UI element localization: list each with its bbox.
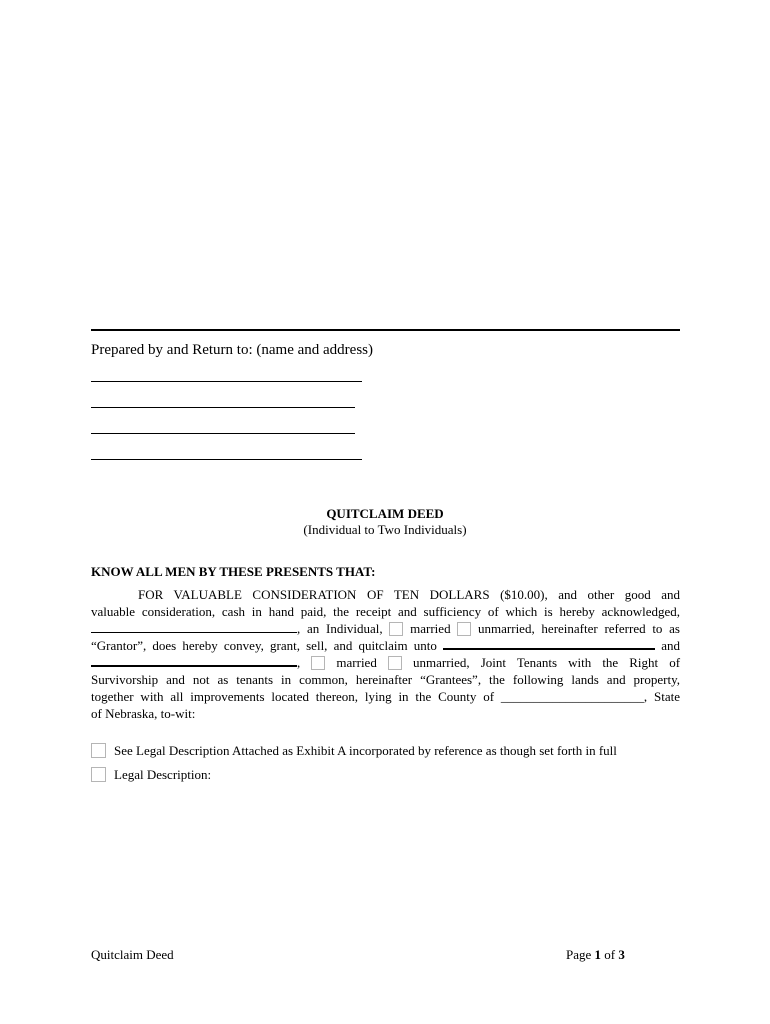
top-divider	[91, 329, 680, 331]
and-text: and	[661, 638, 681, 653]
grantor-convey-text: “Grantor”, does hereby convey, grant, sell, and quitclaim unto	[91, 638, 437, 653]
state-text: , State	[643, 689, 681, 704]
grantor-unmarried-checkbox[interactable]	[457, 622, 471, 636]
page-number	[566, 947, 625, 963]
legal-description-checkbox[interactable]	[91, 767, 106, 782]
an-individual-text: , an Individual,	[297, 621, 383, 636]
page-of: of	[604, 947, 616, 962]
page-total: 3	[618, 947, 625, 962]
county-field[interactable]: ______________________	[500, 689, 644, 704]
presents-heading: KNOW ALL MEN BY THESE PRESENTS THAT:	[91, 564, 376, 579]
county-text: together with all improvements located thereon, lying in the County of	[91, 689, 495, 704]
exhibit-label: See Legal Description Attached as Exhibit A incorporated by reference as though set forth in full	[114, 743, 617, 758]
body-line-1: FOR VALUABLE CONSIDERATION OF TEN DOLLARS ($10.00), and other good and	[138, 587, 680, 602]
body-line-2: valuable consideration, cash in hand paid, the receipt and sufficiency of which is hereby acknowledged,	[91, 604, 680, 619]
legal-description-label: Legal Description:	[114, 767, 212, 782]
return-address-line-1[interactable]	[91, 381, 362, 382]
page-current: 1	[594, 947, 602, 962]
grantor-married-label: married	[410, 621, 451, 636]
grantor-name-field[interactable]	[91, 621, 297, 633]
body-line-7	[91, 688, 680, 705]
return-address-line-3[interactable]	[91, 433, 355, 434]
legal-description-option	[91, 767, 211, 783]
grantees-married-checkbox[interactable]	[311, 656, 325, 670]
body-line-8: of Nebraska, to-wit:	[91, 706, 196, 721]
document-title: QUITCLAIM DEED	[326, 506, 444, 521]
exhibit-checkbox[interactable]	[91, 743, 106, 758]
page-word: Page	[566, 947, 592, 962]
body-line-4	[91, 637, 680, 654]
grantor-married-checkbox[interactable]	[389, 622, 403, 636]
grantor-unmarried-label: unmarried, hereinafter referred to as	[478, 621, 680, 636]
grantee-2-name-field[interactable]	[91, 654, 297, 667]
grantees-unmarried-label: unmarried, Joint Tenants with the Right of	[412, 655, 681, 670]
exhibit-option	[91, 743, 617, 759]
return-address-line-4[interactable]	[91, 459, 362, 460]
return-address-line-2[interactable]	[91, 407, 355, 408]
footer-title: Quitclaim Deed	[91, 947, 174, 962]
grantees-unmarried-checkbox[interactable]	[388, 656, 402, 670]
grantee-1-name-field[interactable]	[443, 637, 655, 650]
document-subtitle: (Individual to Two Individuals)	[303, 522, 467, 537]
body-line-5: , married unmarried, Joint Tenants with the Right of	[91, 654, 680, 671]
body-line-6: Survivorship and not as tenants in common, hereinafter “Grantees”, the following lands and property,	[91, 672, 680, 687]
prepared-by-label: Prepared by and Return to: (name and address)	[91, 342, 373, 358]
grantees-married-label: married	[336, 655, 377, 670]
body-line-3	[91, 620, 680, 637]
